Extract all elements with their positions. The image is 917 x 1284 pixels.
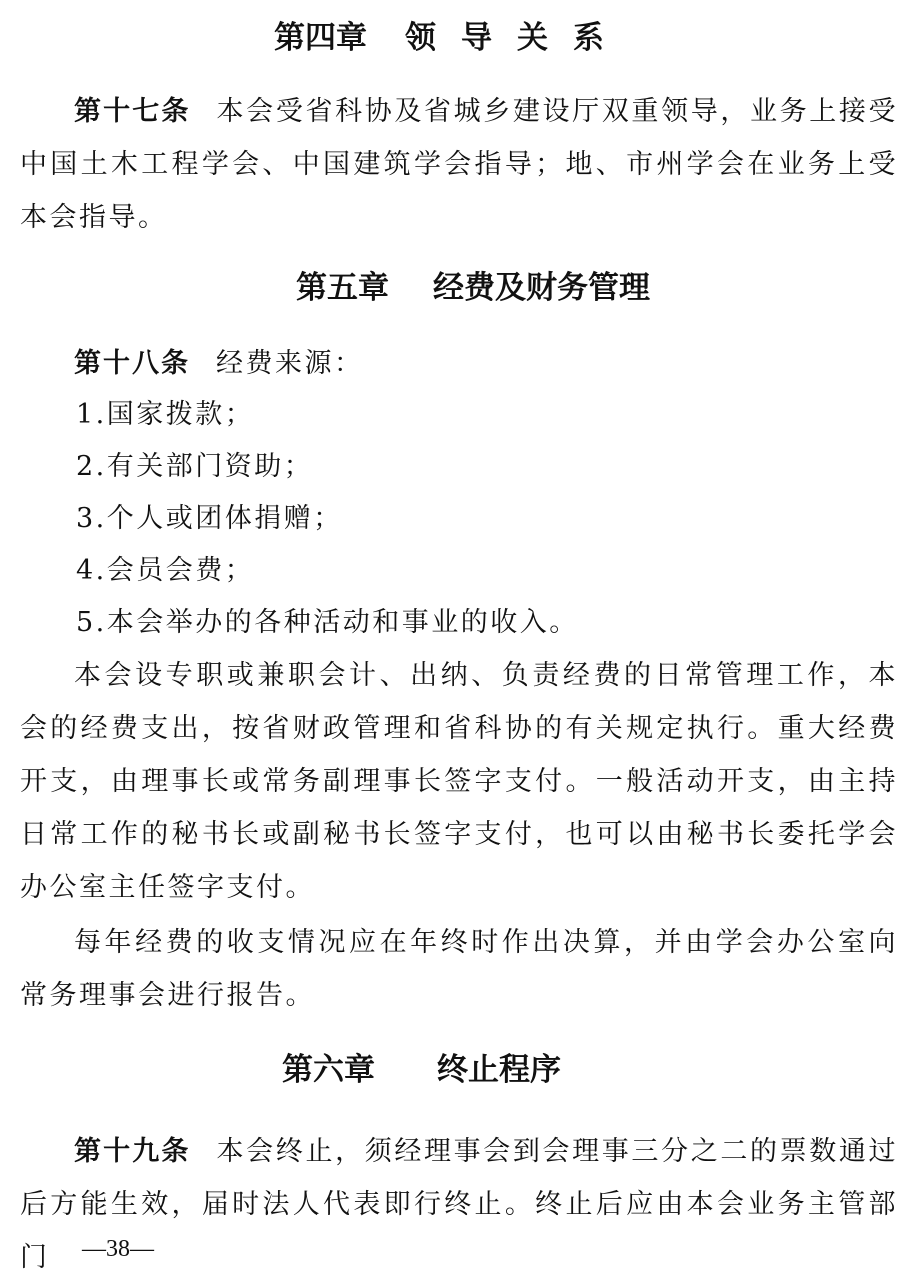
funding-source-item: 2.有关部门资助； bbox=[76, 451, 314, 482]
chapter-4-title: 领导关系 bbox=[405, 20, 629, 56]
article-17 bbox=[20, 85, 898, 244]
article-17-text: 本会受省科协及省城乡建设厅双重领导，业务上接受中国土木工程学会、中国建筑学会指导；地、市州学会在业务上受本会指导。 bbox=[20, 96, 899, 233]
chapter-4-heading bbox=[274, 18, 629, 58]
annual-settlement-paragraph: 每年经费的收支情况应在年终时作出决算，并由学会办公室向常务理事会进行报告。 bbox=[20, 927, 898, 1011]
chapter-6-heading bbox=[282, 1050, 561, 1090]
chapter-5-title: 经费及财务管理 bbox=[433, 270, 650, 306]
article-19-text: 本会终止，须经理事会到会理事三分之二的票数通过后方能生效，届时法人代表即行终止。终止后应由本会业务主管部门 bbox=[20, 1136, 899, 1273]
chapter-6-number: 第六章 bbox=[282, 1052, 375, 1088]
chapter-5-heading bbox=[296, 268, 650, 308]
article-18 bbox=[20, 337, 898, 390]
article-18-text: 经费来源： bbox=[216, 348, 364, 379]
chapter-4-number: 第四章 bbox=[274, 20, 367, 56]
funding-source-item: 4.会员会费； bbox=[76, 555, 255, 586]
page-number: —38— bbox=[82, 1236, 154, 1262]
funding-source-item: 5.本会举办的各种活动和事业的收入。 bbox=[76, 607, 579, 638]
funding-source-item: 1.国家拨款； bbox=[76, 399, 255, 430]
article-17-label: 第十七条 bbox=[74, 96, 191, 127]
article-19-label: 第十九条 bbox=[74, 1136, 191, 1167]
chapter-5-number: 第五章 bbox=[296, 270, 389, 306]
article-18-label: 第十八条 bbox=[74, 348, 190, 379]
funding-source-item: 3.个人或团体捐赠； bbox=[76, 503, 343, 534]
chapter-6-title: 终止程序 bbox=[437, 1052, 561, 1088]
finance-management-paragraph: 本会设专职或兼职会计、出纳、负责经费的日常管理工作，本会的经费支出，按省财政管理和省科协的有关规定执行。重大经费开支，由理事长或常务副理事长签字支付。一般活动开支，由主持日常工作的秘书长或副秘书长签字支付，也可以由秘书长委托学会办公室主任签字支付。 bbox=[20, 660, 898, 903]
